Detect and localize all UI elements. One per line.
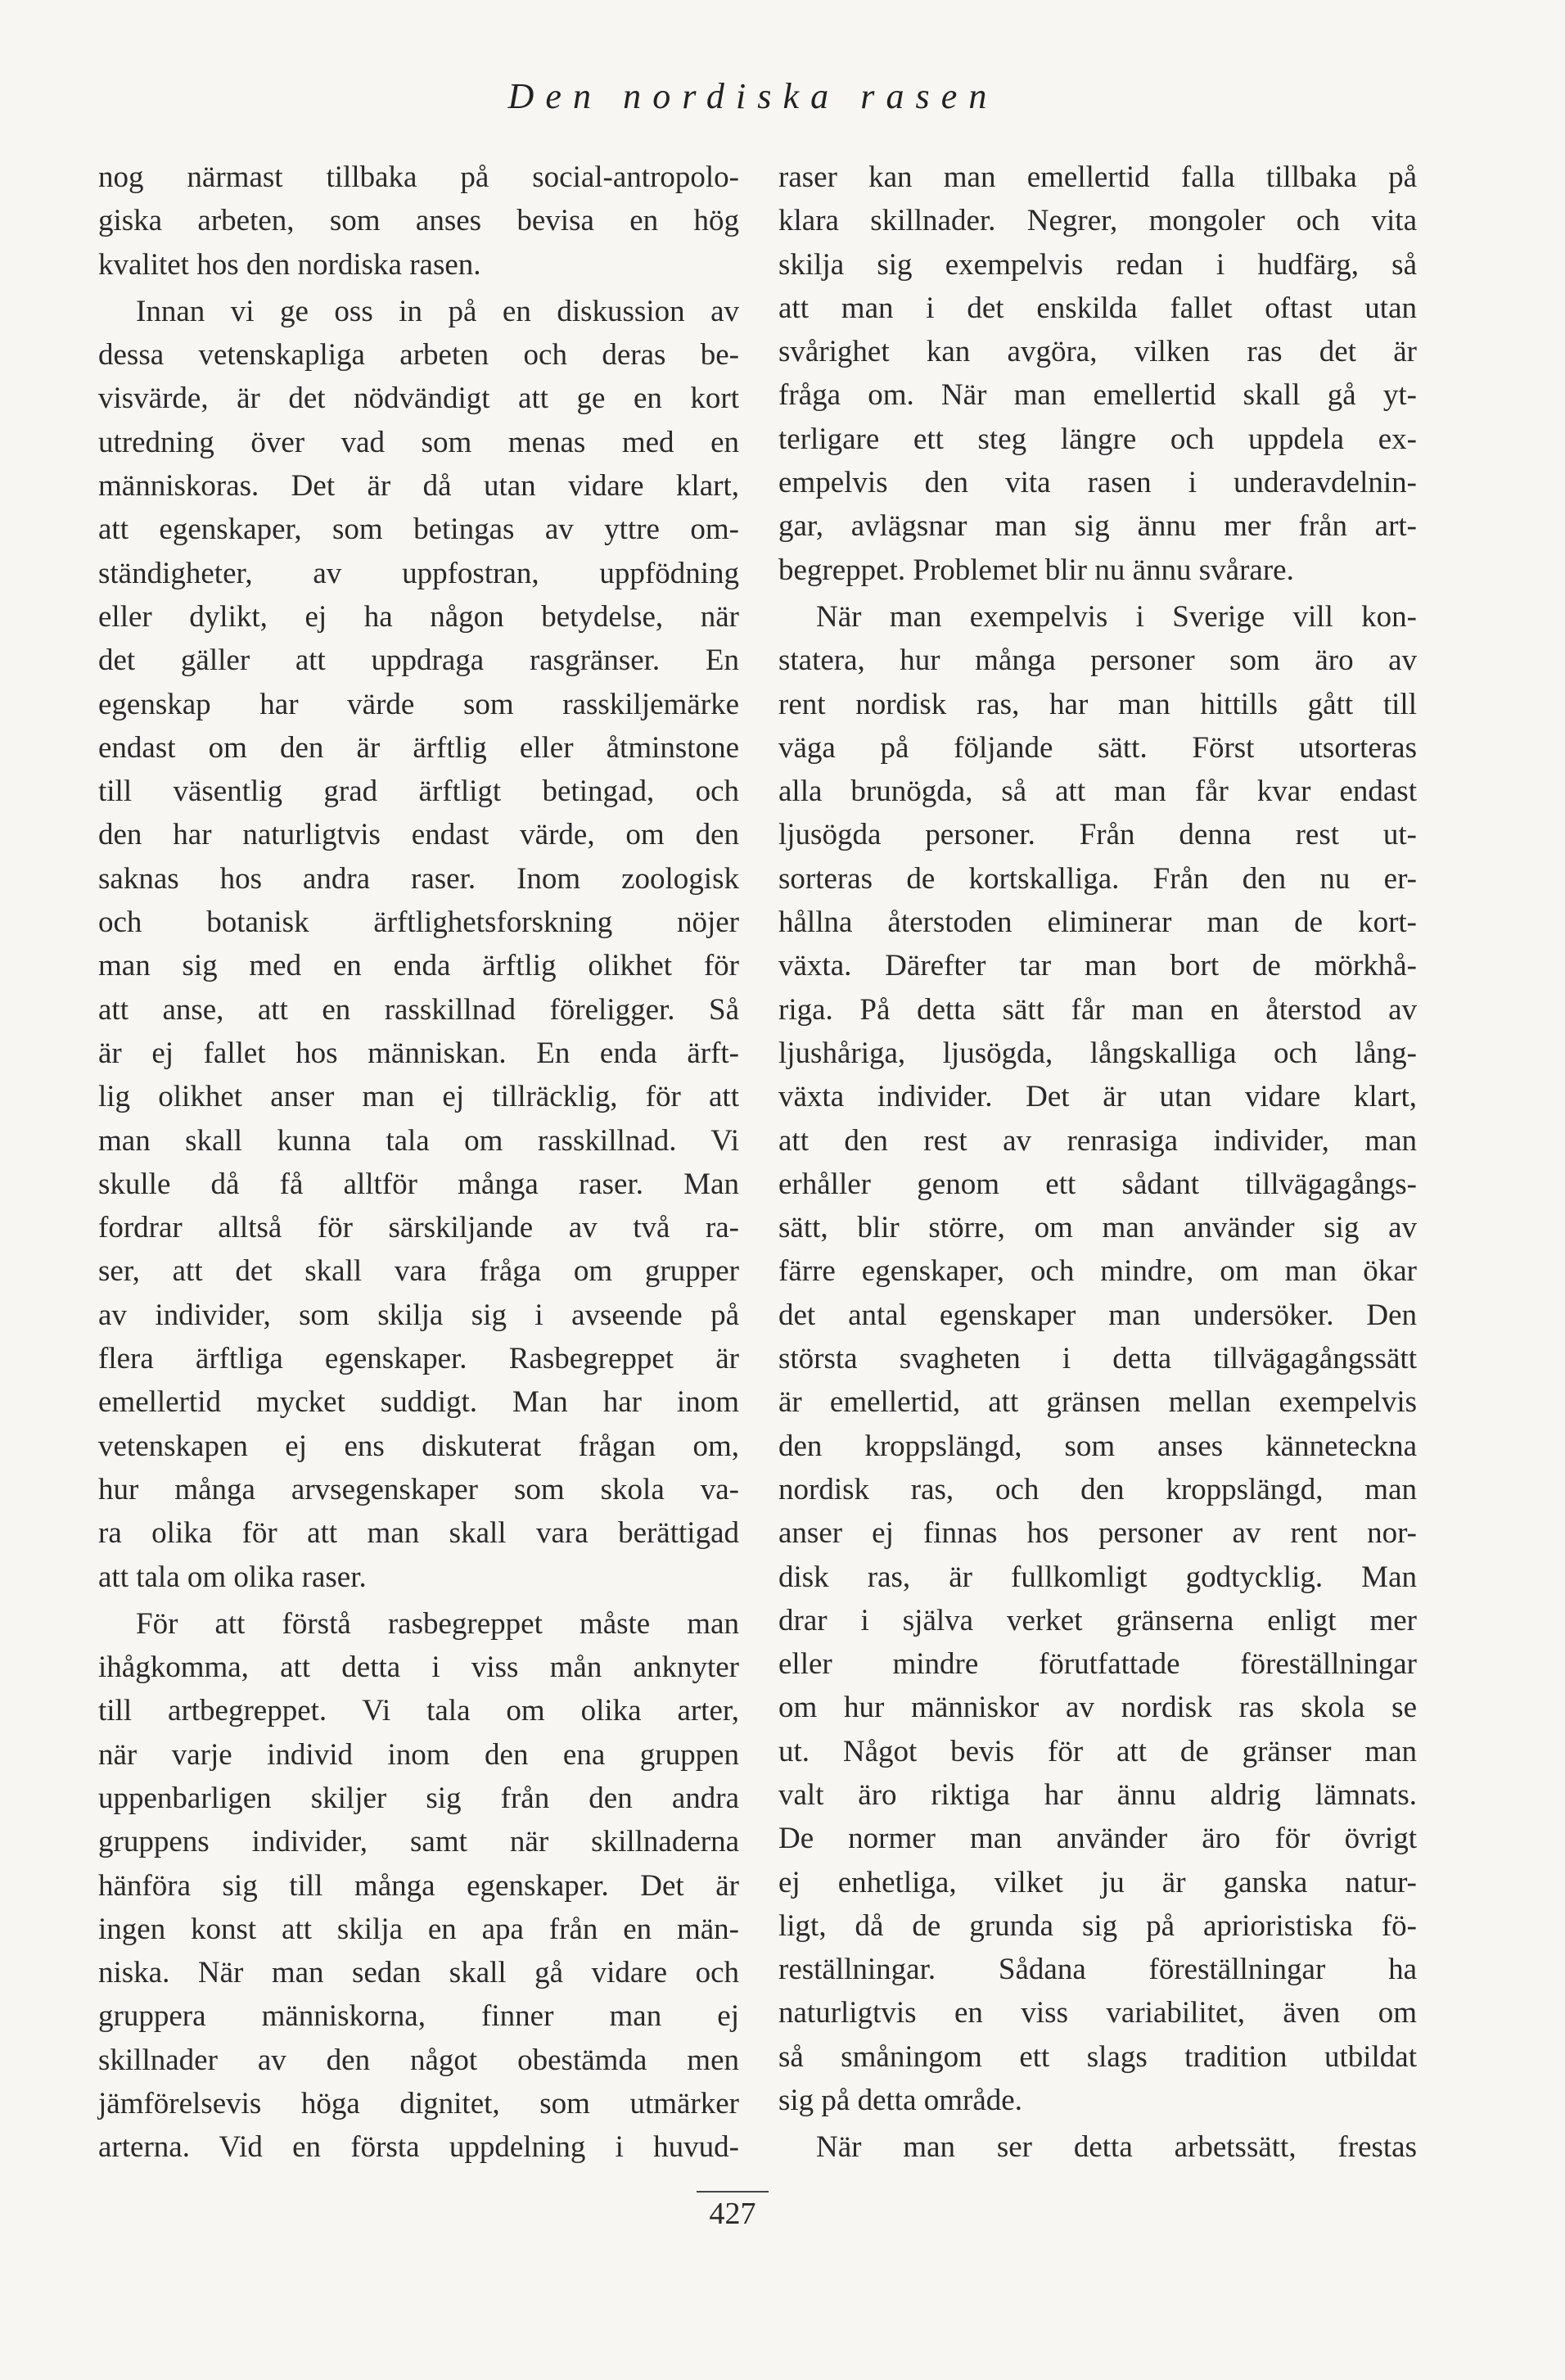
- text-line: fråga om. När man emellertid skall gå yt-: [778, 378, 1417, 413]
- text-line: rent nordisk ras, har man hittills gått till: [778, 687, 1417, 721]
- text-line: De normer man använder äro för övrigt: [778, 1822, 1417, 1856]
- text-line: största svagheten i detta tillvägagångssätt: [778, 1342, 1417, 1376]
- paragraph: [98, 1602, 739, 2170]
- paragraph: [778, 595, 1417, 2122]
- text-line: valt äro riktiga har ännu aldrig lämnats.: [778, 1777, 1417, 1812]
- text-line: drar i själva verket gränserna enligt mer: [778, 1603, 1417, 1637]
- text-line: endast om den är ärftlig eller åtminstone: [98, 730, 739, 765]
- text-line: så småningom ett slags tradition utbildat: [778, 2039, 1417, 2074]
- text-line: att egenskaper, som betingas av yttre om-: [98, 513, 739, 547]
- text-line: skilja sig exempelvis redan i hudfärg, så: [778, 247, 1417, 282]
- text-line: skillnader av den något obestämda men: [98, 2043, 739, 2077]
- text-line: Innan vi ge oss in på en diskussion av: [136, 294, 739, 328]
- text-line: riga. På detta sätt får man en återstod av: [778, 992, 1417, 1027]
- text-line: växta individer. Det är utan vidare klart,: [778, 1080, 1417, 1114]
- text-line: till artbegreppet. Vi tala om olika arter,: [98, 1694, 739, 1728]
- text-line: svårighet kan avgöra, vilken ras det är: [778, 335, 1417, 369]
- text-line: ser, att det skall vara fråga om grupper: [98, 1254, 739, 1289]
- text-line: egenskap har värde som rasskiljemärke: [98, 687, 739, 721]
- text-line: av individer, som skilja sig i avseende på: [98, 1298, 739, 1332]
- text-line: terligare ett steg längre och uppdela ex-: [778, 422, 1417, 456]
- text-line: sätt, blir större, om man använder sig av: [778, 1211, 1417, 1245]
- text-line: disk ras, är fullkomligt godtycklig. Man: [778, 1560, 1417, 1594]
- text-line: skulle då få alltför många raser. Man: [98, 1167, 739, 1201]
- text-line: den har naturligtvis endast värde, om den: [98, 818, 739, 852]
- text-line: För att förstå rasbegreppet måste man: [136, 1606, 739, 1641]
- text-line: uppenbarligen skiljer sig från den andra: [98, 1781, 739, 1815]
- text-line: visvärde, är det nödvändigt att ge en kort: [98, 382, 739, 416]
- text-line: vetenskapen ej ens diskuterat frågan om,: [98, 1429, 739, 1463]
- text-line: är ej fallet hos människan. En enda ärft-: [98, 1036, 739, 1070]
- text-line: lig olikhet anser man ej tillräcklig, för att: [98, 1080, 739, 1114]
- text-line: växta. Därefter tar man bort de mörkhå-: [778, 949, 1417, 983]
- right-column: [778, 156, 1417, 2173]
- text-line: man sig med en enda ärftlig olikhet för: [98, 949, 739, 983]
- text-line: den kroppslängd, som anses känneteckna: [778, 1429, 1417, 1463]
- text-line: ej enhetliga, vilket ju är ganska natur-: [778, 1865, 1417, 1899]
- text-line: fordrar alltså för särskiljande av två ra-: [98, 1211, 739, 1245]
- text-line: gruppens individer, samt när skillnaderna: [98, 1825, 739, 1859]
- text-line: klara skillnader. Negrer, mongoler och vita: [778, 204, 1417, 238]
- text-line: naturligtvis en viss variabilitet, även om: [778, 1996, 1417, 2030]
- text-line: och botanisk ärftlighetsforskning nöjer: [98, 905, 739, 940]
- page-number: 427: [709, 2197, 756, 2231]
- text-line: emellertid mycket suddigt. Man har inom: [98, 1385, 739, 1420]
- text-line: reställningar. Sådana föreställningar ha: [778, 1953, 1417, 1987]
- text-line: hur många arvsegenskaper som skola va-: [98, 1472, 739, 1506]
- text-line: saknas hos andra raser. Inom zoologisk: [98, 861, 739, 896]
- paragraph: [98, 156, 739, 287]
- text-line: ingen konst att skilja en apa från en män-: [98, 1912, 739, 1946]
- text-line: ljusögda personer. Från denna rest ut-: [778, 818, 1417, 852]
- text-line: flera ärftliga egenskaper. Rasbegreppet är: [98, 1342, 739, 1376]
- paragraph: [778, 156, 1417, 592]
- text-line: kvalitet hos den nordiska rasen.: [98, 247, 481, 282]
- text-line: man skall kunna tala om rasskillnad. Vi: [98, 1123, 739, 1158]
- text-line: gar, avlägsnar man sig ännu mer från art-: [778, 509, 1417, 544]
- text-line: gruppera människorna, finner man ej: [98, 1999, 739, 2034]
- text-line: raser kan man emellertid falla tillbaka på: [778, 160, 1417, 194]
- text-line: att tala om olika raser.: [98, 1560, 367, 1594]
- paragraph: [98, 290, 739, 1599]
- text-line: ständigheter, av uppfostran, uppfödning: [98, 556, 739, 590]
- text-line: det gäller att uppdraga rasgränser. En: [98, 644, 739, 678]
- text-line: att anse, att en rasskillnad föreligger. Så: [98, 992, 739, 1027]
- left-column: [98, 156, 739, 2173]
- text-line: jämförelsevis höga dignitet, som utmärker: [98, 2087, 739, 2121]
- text-line: När man exempelvis i Sverige vill kon-: [816, 599, 1417, 634]
- paragraph: [778, 2125, 1417, 2169]
- text-line: ra olika för att man skall vara berättigad: [98, 1516, 739, 1551]
- text-line: ut. Något bevis för att de gränser man: [778, 1734, 1417, 1768]
- text-line: alla brunögda, så att man får kvar endast: [778, 775, 1417, 809]
- text-line: niska. När man sedan skall gå vidare och: [98, 1956, 739, 1990]
- page-number-rule: [697, 2191, 769, 2193]
- text-line: nordisk ras, och den kroppslängd, man: [778, 1472, 1417, 1506]
- text-line: När man ser detta arbetssätt, frestas: [816, 2130, 1417, 2165]
- text-line: eller dylikt, ej ha någon betydelse, när: [98, 599, 739, 634]
- text-line: erhåller genom ett sådant tillvägagångs-: [778, 1167, 1417, 1201]
- text-line: sorteras de kortskalliga. Från den nu er-: [778, 861, 1417, 896]
- text-line: eller mindre förutfattade föreställningar: [778, 1647, 1417, 1682]
- text-line: empelvis den vita rasen i underavdelnin-: [778, 466, 1417, 500]
- text-line: ljushåriga, ljusögda, långskalliga och lång-: [778, 1036, 1417, 1070]
- text-line: statera, hur många personer som äro av: [778, 644, 1417, 678]
- text-line: färre egenskaper, och mindre, om man ökar: [778, 1254, 1417, 1289]
- text-line: ligt, då de grunda sig på aprioristiska fö-: [778, 1908, 1417, 1943]
- text-line: begreppet. Problemet blir nu ännu svårare.: [778, 553, 1294, 587]
- text-line: om hur människor av nordisk ras skola se: [778, 1691, 1417, 1725]
- text-line: dessa vetenskapliga arbeten och deras be-: [98, 338, 739, 373]
- text-line: anser ej finnas hos personer av rent nor-: [778, 1516, 1417, 1551]
- running-title: Den nordiska rasen: [507, 76, 999, 116]
- text-line: är emellertid, att gränsen mellan exempelvis: [778, 1385, 1417, 1420]
- text-line: att man i det enskilda fallet oftast utan: [778, 291, 1417, 325]
- text-line: giska arbeten, som anses bevisa en hög: [98, 204, 739, 238]
- text-line: utredning över vad som menas med en: [98, 425, 739, 459]
- text-line: när varje individ inom den ena gruppen: [98, 1737, 739, 1772]
- text-line: människoras. Det är då utan vidare klart,: [98, 469, 739, 504]
- text-line: till väsentlig grad ärftligt betingad, och: [98, 775, 739, 809]
- text-line: väga på följande sätt. Först utsorteras: [778, 730, 1417, 765]
- text-line: ihågkomma, att detta i viss mån anknyter: [98, 1651, 739, 1685]
- text-line: hänföra sig till många egenskaper. Det är: [98, 1868, 739, 1903]
- text-line: hållna återstoden eliminerar man de kort-: [778, 905, 1417, 940]
- text-line: att den rest av renrasiga individer, man: [778, 1123, 1417, 1158]
- text-line: arterna. Vid en första uppdelning i huvud-: [98, 2130, 739, 2165]
- text-line: det antal egenskaper man undersöker. Den: [778, 1298, 1417, 1332]
- text-line: sig på detta område.: [778, 2084, 1022, 2118]
- text-line: nog närmast tillbaka på social-antropolo-: [98, 160, 739, 194]
